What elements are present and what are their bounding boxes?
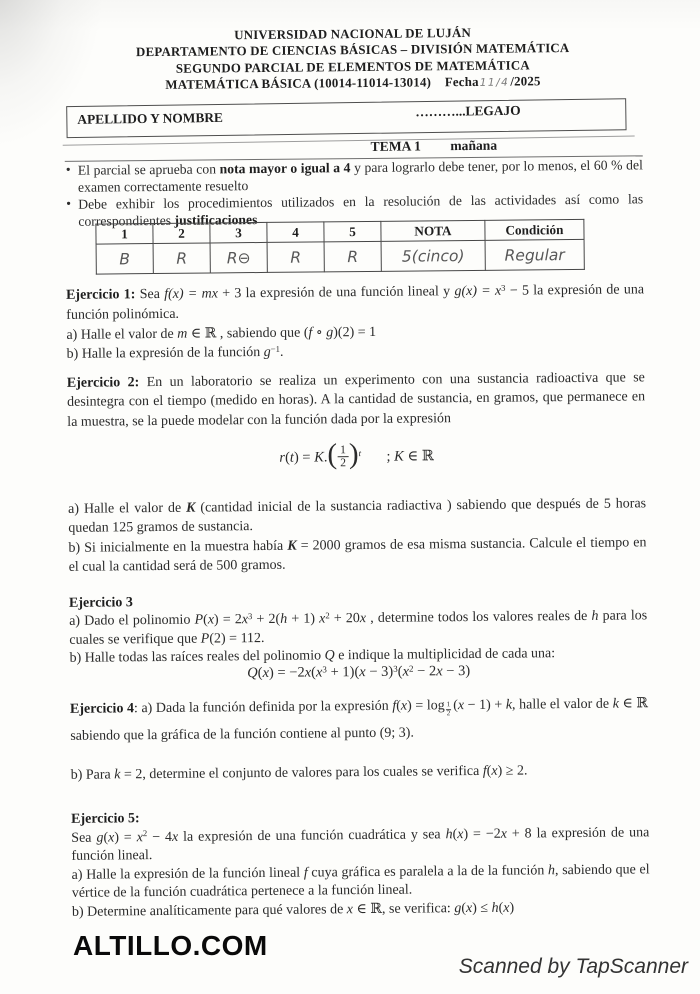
exercise-1-part-a: a) Halle el valor de m ∈ ℝ , sabiendo que (f ∘ g)(2) = 1 <box>66 324 377 343</box>
instruction-text: El parcial se aprueba con nota mayor o igual a 4 y para lograrlo debe tener, por lo menos, el 60 % del examen correctamente resuelto <box>77 157 643 195</box>
instruction-item <box>65 157 643 196</box>
date-label: Fecha <box>444 74 479 90</box>
grade-handwritten-nota: 5(cinco) <box>381 240 485 271</box>
exercise-5-part-a: a) Halle la expresión de la función lineal f cuya gráfica es paralela a la de la función h, sabiendo que el vértice de la función cuadrática pertenece a la función lineal. <box>71 862 650 902</box>
student-id-label: ………...LEGAJO <box>415 102 521 120</box>
course-code: MATEMÁTICA BÁSICA (10014-11014-13014) <box>165 75 432 92</box>
date-year: /2025 <box>510 74 541 89</box>
exercise-3-formula: $Q(x) = -2x(x^3 + 1)(x - 3)^3(x^2 - 2x - 3)$ <box>247 663 471 682</box>
grade-handwritten-condicion: Regular <box>485 239 584 270</box>
exam-title: SEGUNDO PARCIAL DE ELEMENTOS DE MATEMÁTICA <box>175 58 530 76</box>
grade-handwritten-cell: R <box>324 241 381 272</box>
exercise-3-part-b: b) Halle todas las raíces reales del polinomio Q e indique la multiplicidad de cada una: <box>69 646 556 666</box>
department-title: DEPARTAMENTO DE CIENCIAS BÁSICAS – DIVISIÓN MATEMÁTICA <box>135 41 570 60</box>
exercise-5-part-b: b) Determine analíticamente para qué valores de x ∈ ℝ, se verifica: g(x) ≤ h(x) <box>71 900 515 920</box>
exercise-5 <box>71 805 650 922</box>
university-title: UNIVERSIDAD NACIONAL DE LUJÁN <box>234 25 472 43</box>
grade-header-cell-condicion: Condición <box>485 219 584 240</box>
exercise-1 <box>66 280 645 365</box>
grade-header-cell: 1 <box>96 224 153 245</box>
exercise-2-formula: r(t) = K.( $\frac{1}{2}$ )$^t$ ; K ∈ ℝ <box>279 438 434 471</box>
exercise-2-statement: Ejercicio 2: En un laboratorio se realiza un experimento con una sustancia radioactiva que se desintegra con el tiempo (medido en horas). A la cantidad de sustancia, en gramos, que permanece en la muestra, se la puede modelar con la función dada por la expresión <box>66 370 646 430</box>
grade-header-cell: 5 <box>324 221 381 242</box>
tema-label: TEMA 1 <box>370 138 421 154</box>
grade-header-cell: 3 <box>210 222 267 243</box>
grade-values-row <box>96 239 584 274</box>
exercise-2 <box>67 368 646 432</box>
grade-handwritten-cell: R⊖ <box>210 242 267 273</box>
exercise-3-part-a: a) Dado el polinomio $P(x) = 2x^3 + 2(h + 1) x^2 + 20x$ , determine todos los valores reales de h para los cuales se verifique que P(2) = 112. <box>69 608 648 648</box>
exercise-5-statement: Sea $g(x) = x^2 - 4x$ la expresión de una función cuadrática y sea h(x) = −2x + 8 la expresión de una función lineal. <box>71 824 650 865</box>
exercise-1-statement: Ejercicio 1: Sea f(x) = mx + 3 la expresión de una función lineal y $g(x) = x^3 - 5$ la expresión de una función polinómica. <box>65 282 645 324</box>
grade-handwritten-cell: B <box>96 244 153 275</box>
grade-table <box>95 219 584 275</box>
date-handwritten: 11/4 <box>479 76 510 89</box>
grade-header-cell-nota: NOTA <box>381 220 485 241</box>
bullet-icon: • <box>66 195 72 211</box>
document-header <box>63 23 642 95</box>
shift-label: mañana <box>450 137 498 154</box>
exercise-2-part-a: a) Halle el valor de K (cantidad inicial de la sustancia radiactiva ) sabiendo que después de 5 horas quedan 125 gramos de sustancia. <box>68 496 647 537</box>
exercise-2-part-b: b) Si inicialmente en la muestra había K = 2000 gramos de esa misma sustancia. Calcule el tiempo en el cual la cantidad será de 500 gramos. <box>68 535 647 576</box>
grade-header-cell: 4 <box>267 222 324 243</box>
tapscanner-credit: Scanned by TapScanner <box>458 955 688 978</box>
grade-handwritten-cell: R <box>153 243 210 274</box>
altillo-watermark: ALTILLO.COM <box>73 930 268 961</box>
exercise-2-parts <box>68 494 647 577</box>
exercise-5-title: Ejercicio 5: <box>71 811 140 827</box>
exercise-3-title: Ejercicio 3 <box>68 595 133 611</box>
exercise-4-part-b: b) Para k = 2, determine el conjunto de valores para los cuales se verifica f(x) ≥ 2. <box>70 763 528 783</box>
name-box <box>66 98 626 138</box>
exercise-4-statement: Ejercicio 4: a) Dada la función definida por la expresión f(x) = log $\frac{1}{2}$ (x − 1) + k, halle el valor de k ∈ ℝ sabiendo que la gráfica de la función contiene al punto (9; 3). <box>69 696 649 744</box>
grade-header-cell: 2 <box>153 223 210 244</box>
exercise-1-part-b: b) Halle la expresión de la función $g^{-1}$. <box>66 343 284 363</box>
document-content <box>63 0 651 994</box>
lastname-label: APELLIDO Y NOMBRE <box>77 109 224 127</box>
instruction-text: Debe exhibir los procedimientos utilizados en la resolución de las actividades así como las correspondientes justificaciones <box>78 191 644 229</box>
bullet-icon: • <box>65 161 71 177</box>
grade-handwritten-cell: R <box>267 242 324 273</box>
